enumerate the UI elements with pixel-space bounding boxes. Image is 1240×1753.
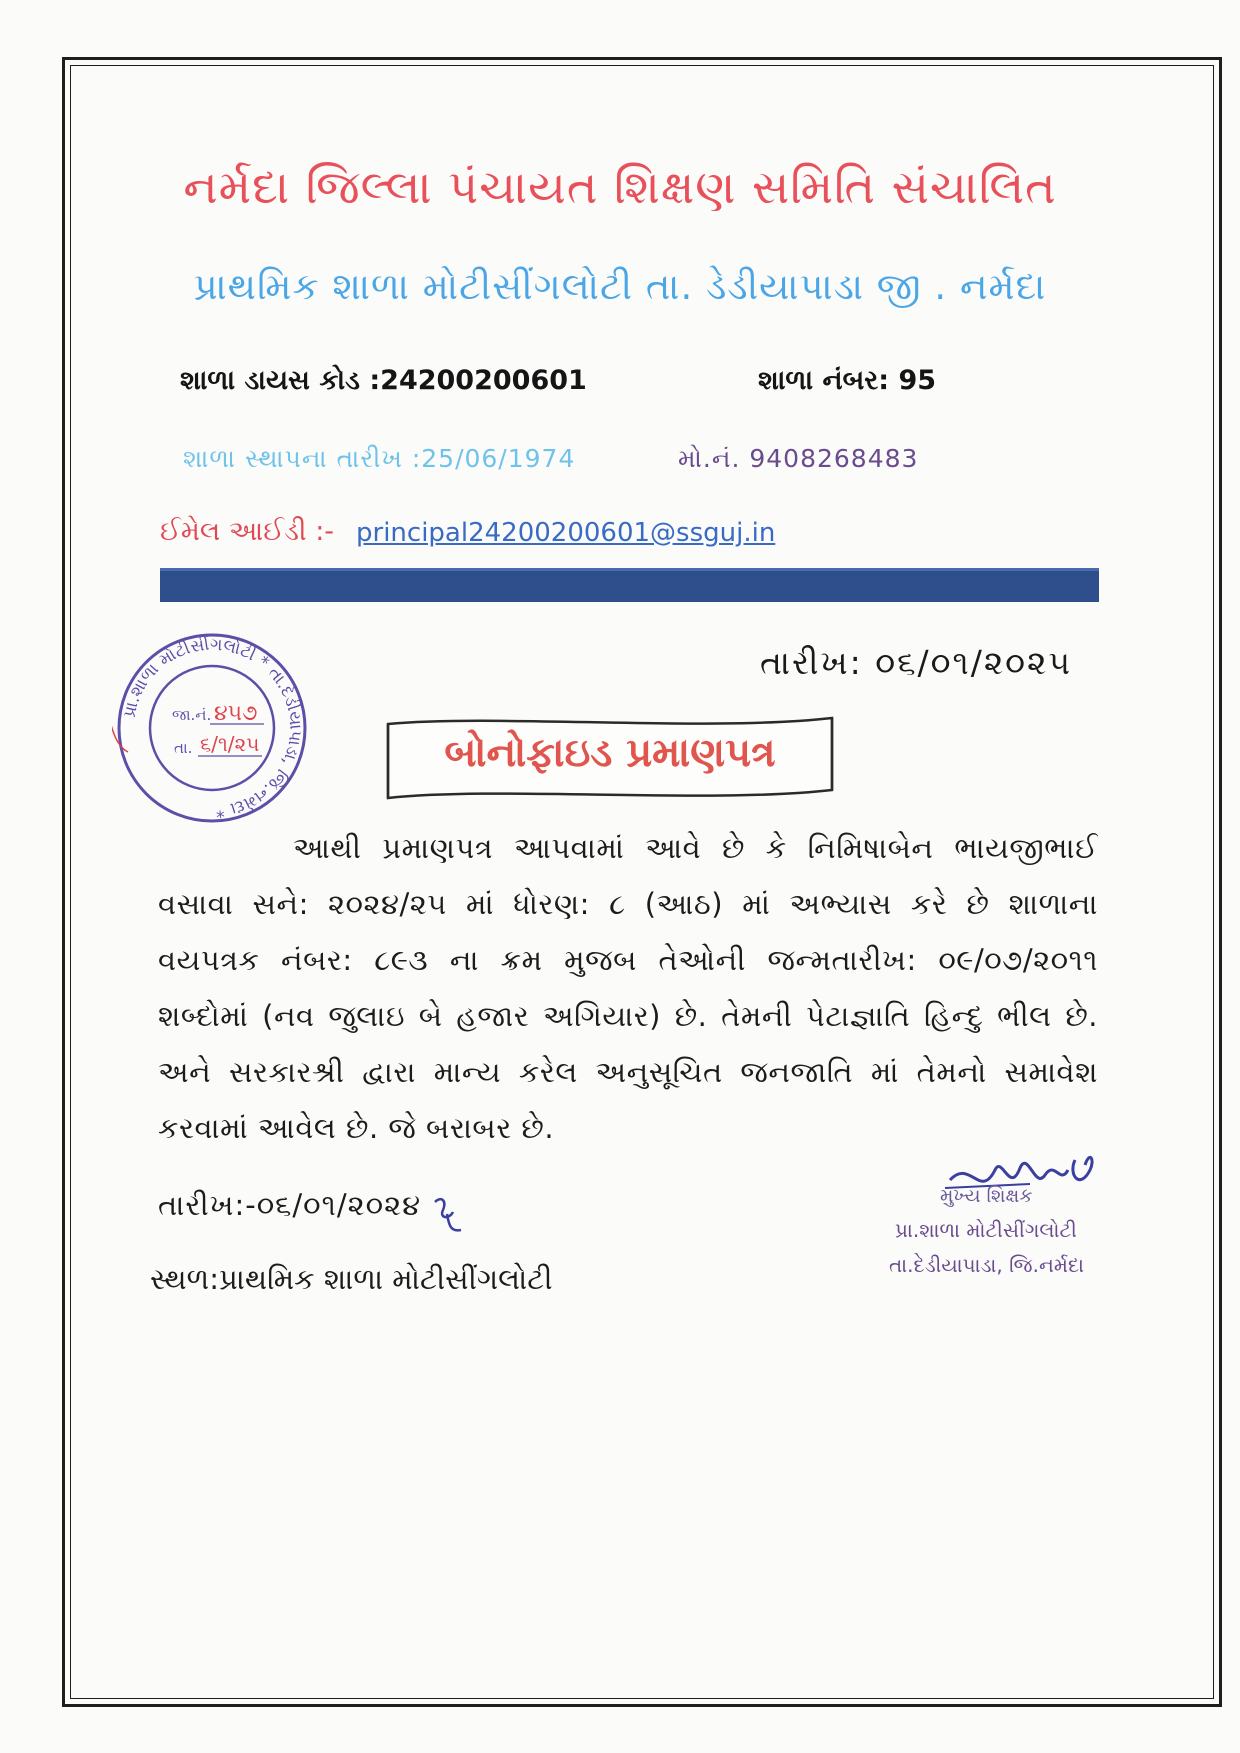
handwritten-correction <box>427 1192 467 1237</box>
stamp-ja-value: ૪૫૭ <box>214 701 258 726</box>
establishment-date: શાળા સ્થાપના તારીખ :25/06/1974 <box>183 444 576 473</box>
certificate-body <box>158 820 1098 1156</box>
header-title: નર્મદા જિલ્લા પંચાયત શિક્ષણ સમિતિ સંચાલિત <box>183 160 1057 214</box>
email-link[interactable]: principal24200200601@ssguj.in <box>356 518 776 548</box>
email-label: ઈમેલ આઈડી :- <box>160 516 335 547</box>
body-line: આથી પ્રમાણપત્ર આપવામાં આવે છે કે નિમિષાબેન ભાયજીભાઈ <box>293 831 1098 865</box>
school-name: પ્રાથમિક શાળા મોટીસીંગલોટી તા. ડેડીયાપાડા જી . નર્મદા <box>193 265 1047 308</box>
signatory-school: પ્રા.શાળા મોટીસીંગલોટી <box>895 1218 1077 1242</box>
body-line: વયપત્રક નંબર: ૮૯૩ ના ક્રમ મુજબ તેઓની જન્મતારીખ: ૦૯/૦૭/૨૦૧૧ <box>158 943 1098 977</box>
body-line: કરવામાં આવેલ છે. જે બરાબર છે. <box>158 1111 555 1145</box>
signatory-taluka: તા.દેડીયાપાડા, જિ.નર્મદા <box>889 1253 1085 1277</box>
stamp-ta-value: ૬/૧/૨૫ <box>200 732 260 756</box>
stamp-ring-text: પ્રા.શાળા મોટીસીંગલોટી * તા.દેડીયાપાડા, જિ.નર્મદા * <box>119 634 306 821</box>
school-number: શાળા નંબર: 95 <box>758 365 937 396</box>
header-divider-bar <box>160 568 1099 602</box>
body-line: અને સરકારશ્રી દ્વારા માન્ય કરેલ અનુસૂચિત જનજાતિ માં તેમનો સમાવેશ <box>158 1055 1098 1089</box>
signatory-role: મુખ્ય શિક્ષક <box>940 1185 1033 1207</box>
body-line: વસાવા સને: ૨૦૨૪/૨૫ માં ધોરણ: ૮ (આઠ) માં અભ્યાસ કરે છે શાળાના <box>158 887 1098 921</box>
certificate-title: બોનોફાઇડ પ્રમાણપત્ર <box>444 730 776 776</box>
certificate-date: તારીખ: ૦૬/૦૧/૨૦૨૫ <box>760 643 1073 682</box>
issue-date: તારીખ:-૦૬/૦૧/૨૦૨૪ <box>158 1188 422 1222</box>
stamp-ta-label: તા. <box>174 739 193 757</box>
school-stamp <box>112 628 312 828</box>
place-of-issue: સ્થળ:પ્રાથમિક શાળા મોટીસીંગલોટી <box>150 1262 553 1296</box>
stamp-ja-label: જા.નં. <box>172 706 212 724</box>
body-line: શબ્દોમાં (નવ જુલાઇ બે હજાર અગિયાર) છે. તેમની પેટાજ્ઞાતિ હિન્દુ ભીલ છે. <box>158 999 1098 1033</box>
mobile-number: મો.નં. 9408268483 <box>678 444 919 473</box>
dise-code: શાળા ડાયસ કોડ :24200200601 <box>180 365 587 396</box>
